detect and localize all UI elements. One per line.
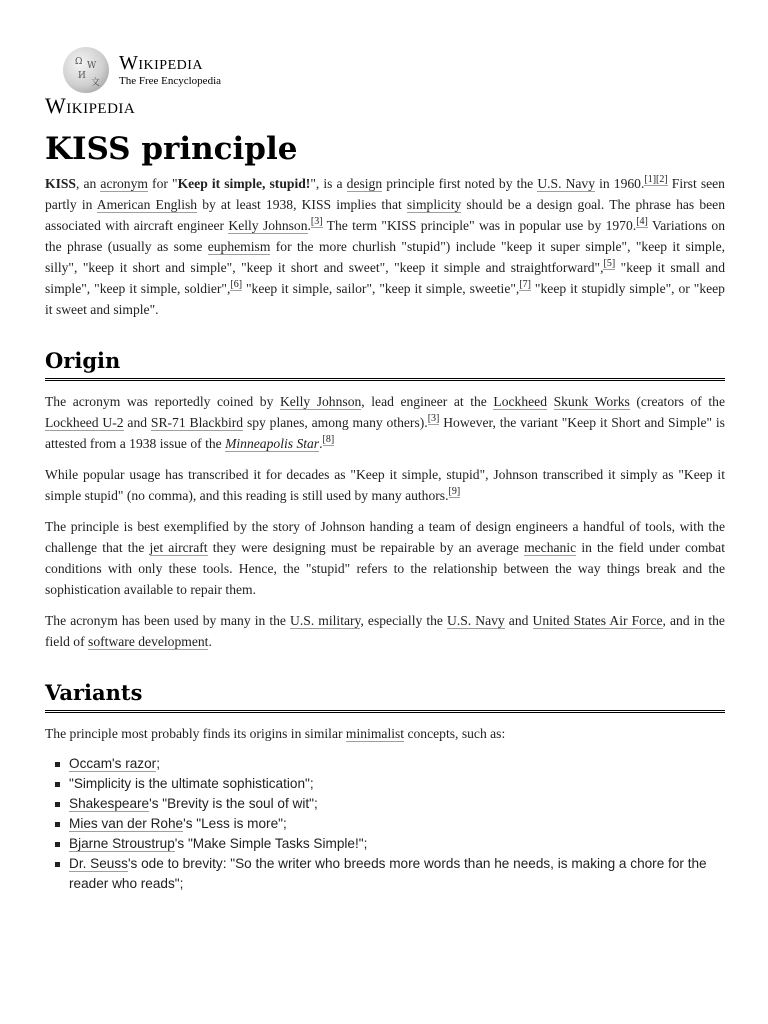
text-run: . xyxy=(208,634,212,649)
text-run: , especially the xyxy=(360,613,448,628)
text-run: should be a design goal. The phrase has been associated with aircraft engineer xyxy=(45,197,725,233)
text-run: "keep it small and simple", "keep it simple, soldier", xyxy=(45,260,725,296)
text-run: (creators of the xyxy=(629,394,725,409)
text-run: . xyxy=(307,218,311,233)
text-run: "keep it simple, sailor", "keep it simple, sweetie", xyxy=(242,281,520,296)
bold-term: Keep it simple, stupid! xyxy=(177,176,311,191)
citation xyxy=(636,216,648,228)
site-logo[interactable] xyxy=(119,53,221,87)
link-mies-van-der-rohe[interactable]: Mies van der Rohe xyxy=(69,816,184,831)
link-kelly-johnson[interactable]: Kelly Johnson xyxy=(228,218,308,233)
link-euphemism[interactable]: euphemism xyxy=(207,239,271,254)
text-run: Variations on the phrase (usually as some xyxy=(45,218,725,254)
text-run: principle first noted by the xyxy=(382,176,538,191)
list-item xyxy=(69,814,725,834)
site-wordmark-secondary: Wikipedia xyxy=(45,93,136,118)
text-run: . xyxy=(319,436,323,451)
citation xyxy=(230,279,242,291)
section-heading-origin: Origin xyxy=(45,348,725,381)
link-sr-71-blackbird[interactable]: SR-71 Blackbird xyxy=(150,415,244,430)
link-minimalist[interactable]: minimalist xyxy=(345,726,405,741)
citation-link[interactable]: [9] xyxy=(448,486,461,498)
intro-paragraph xyxy=(45,173,725,320)
list-item xyxy=(69,774,725,794)
citation-link[interactable]: [8] xyxy=(322,434,335,446)
link-skunk-works[interactable]: Skunk Works xyxy=(553,394,630,409)
link-software-development[interactable]: software development xyxy=(88,634,209,649)
article-sections xyxy=(45,348,725,894)
link-u-s-military[interactable]: U.S. military xyxy=(290,613,361,628)
citation-link[interactable]: [7] xyxy=(519,279,531,291)
list-item xyxy=(69,834,725,854)
citation-link[interactable]: [4] xyxy=(636,216,648,228)
text-run: The term "KISS principle" was in popular use by 1970. xyxy=(322,218,637,233)
link-bjarne-stroustrup[interactable]: Bjarne Stroustrup xyxy=(69,836,175,851)
page-title: KISS principle xyxy=(45,131,298,167)
text-run: spy planes, among many others). xyxy=(243,415,428,430)
text-run: concepts, such as: xyxy=(404,726,506,741)
text-run: The acronym has been used by many in the xyxy=(45,613,291,628)
text-run: for " xyxy=(147,176,178,191)
paragraph xyxy=(45,723,725,744)
paragraph xyxy=(45,391,725,454)
list-item xyxy=(69,794,725,814)
text-run: , lead engineer at the xyxy=(361,394,494,409)
link-minneapolis-star[interactable]: Minneapolis Star xyxy=(225,436,320,451)
text-run: "keep it stupidly simple", or "keep it sweet and simple". xyxy=(45,281,725,317)
citation xyxy=(644,174,667,186)
text-run: 's ode to brevity: "So the writer who breeds more words than he needs, is making a chore for the reader who reads"; xyxy=(69,856,707,891)
text-run: While popular usage has transcribed it for decades as "Keep it simple, stupid", Johnson transcribed it simply as "Keep it simple stupid" (no comma), and this reading is still used by many authors. xyxy=(45,467,725,503)
link-design[interactable]: design xyxy=(346,176,383,191)
section-heading-variants: Variants xyxy=(45,680,725,713)
link-american-english[interactable]: American English xyxy=(96,197,198,212)
text-run: "Simplicity is the ultimate sophistication"; xyxy=(69,776,314,791)
link-jet-aircraft[interactable]: jet aircraft xyxy=(149,540,208,555)
link-simplicity[interactable]: simplicity xyxy=(406,197,462,212)
link-acronym[interactable]: acronym xyxy=(100,176,148,191)
link-dr-seuss[interactable]: Dr. Seuss xyxy=(69,856,128,871)
text-run: The acronym was reportedly coined by xyxy=(45,394,280,409)
text-run: The principle most probably finds its origins in similar xyxy=(45,726,346,741)
text-run: ; xyxy=(156,756,160,771)
text-run: they were designing must be repairable by an average xyxy=(207,540,525,555)
text-run: and xyxy=(123,415,151,430)
list-item xyxy=(69,754,725,774)
citation-link[interactable]: [3] xyxy=(427,413,440,425)
list-item xyxy=(69,854,725,894)
citation xyxy=(311,216,323,228)
citation xyxy=(449,486,461,498)
text-run: by at least 1938, KISS implies that xyxy=(197,197,407,212)
text-run: and xyxy=(504,613,533,628)
text-run: , an xyxy=(75,176,101,191)
link-u-s-navy[interactable]: U.S. Navy xyxy=(537,176,596,191)
link-occam-s-razor[interactable]: Occam's razor xyxy=(69,756,157,771)
text-run: ", is a xyxy=(310,176,347,191)
citation-link[interactable]: [6] xyxy=(230,279,243,291)
bold-term: KISS xyxy=(45,176,76,191)
paragraph xyxy=(45,610,725,652)
site-wordmark: Wikipedia xyxy=(119,52,204,74)
link-lockheed-u-2[interactable]: Lockheed U-2 xyxy=(45,415,124,430)
text-run: However, the variant "Keep it Short and Simple" is attested from a 1938 issue of the xyxy=(45,415,725,451)
wikipedia-globe-icon[interactable]: Ω W И 文 xyxy=(63,47,109,93)
site-tagline: The Free Encyclopedia xyxy=(119,75,222,87)
link-shakespeare[interactable]: Shakespeare xyxy=(69,796,150,811)
text-run: , and in the field of xyxy=(45,613,725,649)
link-kelly-johnson[interactable]: Kelly Johnson xyxy=(279,394,362,409)
link-mechanic[interactable]: mechanic xyxy=(524,540,577,555)
citation xyxy=(603,258,615,270)
text-run: for the more churlish "stupid") include "keep it super simple", "keep it simple, silly", "keep it short and simple", "keep it short and sweet", "keep it simple and straightforward", xyxy=(45,239,726,275)
bullet-list xyxy=(45,754,725,894)
citation-link[interactable]: [3] xyxy=(310,216,323,228)
site-header xyxy=(45,45,725,95)
citation-link[interactable]: [1][2] xyxy=(644,174,668,186)
paragraph xyxy=(45,464,725,506)
text-run: 's "Less is more"; xyxy=(183,816,287,831)
text-run: 's "Make Simple Tasks Simple!"; xyxy=(174,836,368,851)
text-run: 's "Brevity is the soul of wit"; xyxy=(149,796,318,811)
text-run: in the field under combat conditions with only these tools. Hence, the "stupid" refers to the relationship between the way things break and the sophistication available to repair them. xyxy=(45,540,725,597)
link-lockheed[interactable]: Lockheed xyxy=(493,394,547,409)
paragraph xyxy=(45,516,725,600)
text-run: The principle is best exemplified by the story of Johnson handing a team of design engineers a handful of tools, with the challenge that the xyxy=(45,519,725,555)
text-run: First seen partly in xyxy=(45,176,725,212)
link-u-s-navy[interactable]: U.S. Navy xyxy=(447,613,505,628)
citation xyxy=(519,279,531,291)
article-page xyxy=(45,45,725,894)
text-run: in 1960. xyxy=(595,176,645,191)
text-run xyxy=(547,394,554,409)
link-united-states-air-force[interactable]: United States Air Force xyxy=(532,613,663,628)
citation-link[interactable]: [5] xyxy=(603,258,616,270)
citation xyxy=(428,413,440,425)
citation xyxy=(323,434,335,446)
